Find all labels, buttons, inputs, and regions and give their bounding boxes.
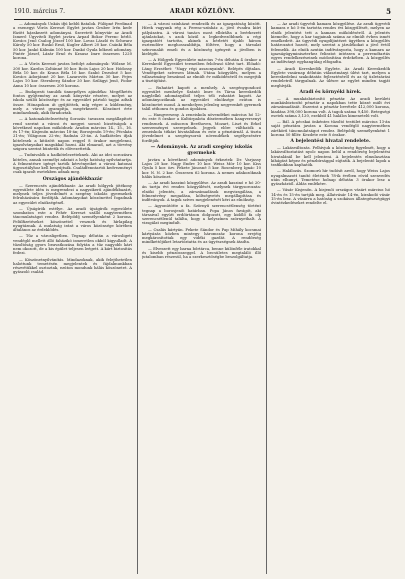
section-heading: Országos ajándékbazár (42, 176, 103, 182)
column-1 (13, 22, 132, 574)
news-article: — Tűz a városligetben. Tegnap délután a városligeti vendéglő mellett álló faházikó ismeretlen okból kigyulladt. A tűzoltóság gyors beavatkozása folytán a tűz nagyobb kárt nem okozott, de a kis épület teljesen leégett. A kárt biztosítás fedezi. (13, 233, 132, 256)
news-article: — Budapesti tanulók ünnepélyes ajándéka: Megélhetés fontos gyűjtemény az aradi könyvtár részére, melyet az iskola szülői közössége és az egyesület pártoló tagjai adtak össze. Hónapokon át gyűjtöttek, míg végre a küldemény, mely a várost gyarapítja, megérkezett. Köszönet érte mindazoknak, akik fáradoztak. (13, 88, 132, 115)
column-divider (137, 22, 138, 574)
news-article: — Hangverseny. A zeneiskola növendékei március hó 12-én este 8 órakor a Kultúrpalota dísztermében hangversenyt rendeznek. A műsoron Beethoven, Mozart, Liszt és Erkel szerzeményei szerepelnek. Jegyek előre válthatók a zeneiskola titkári hivatalában és este a pénztárnál. A tiszta jövedelmet a szegénysorsú növendékek segélyezésére fordítják. (142, 112, 261, 143)
news-article: — Az aradi kaszinó közgyűlése. Az aradi kaszinó e hó 20-án tartja évi rendes közgyűlését, melynek tárgysorozata: elnöki jelentés, a zárszámadások megvizsgálása, a felmentvény megadása, költségvetés megállapítása és indítványok. A tagok szíves megjelenését kéri az elnökség. (142, 180, 261, 202)
news-article: — Elveszett egy barna bőrtárca, benne különféle iratokkal és kisebb pénzösszeggel. A becsületes megtaláló illő jutalomban részesül, ha a szerkesztőségbe beszolgáltatja. (142, 245, 261, 259)
news-article: — Agyonütötte a fa. Szörnyű szerencsétlenség történt tegnap a borosjenői határban. Popa János favágót, aki társaival együtt erdőirtáson dolgozott, egy kidőlő fa oly szerencsétlenül találta, hogy a helyszínen szörnyethalt. A vizsgálat megindult. (142, 203, 261, 226)
news-article: — A katonakötelezettség Sorozás: tavaszra megállapított rend szerint a városi és megyei sorozó bizottságok a következő napokon működnek: Aradon március 14., 15., 16. és 17-én; Kisjenőn március 18-án; Borosjenőn 19-én; Pécskán 21-én; Világoson 22-én; Radnán 23-án. A hadköteles ifjak kötelesek a kitűzött napon reggel 8 órakor megjelenni, igazolványaikat magukkal hozni. Aki elmarad, azt a törvény szigora szerint büntetik és elővezettetik. (13, 116, 132, 151)
news-article: — Aradi Kereskedők Egylete. Az Aradi Kereskedők Egylete vasárnap délután választmányi ülést tart, melyen a kereskedelmi szakoktatás fejlesztéséről és az új üzletzárási rendeletről tárgyalnak. Az ülésre az egylet minden tagját meghívják. (271, 65, 390, 88)
column-divider (266, 22, 267, 574)
news-article: — A Hölgyek Egyesülete március 7-én délután 4 órakor a Kereskedő Egyesület termeiben felolvasó ülést tart. Előadó: Láng Erzsébet: "Nagy régi asszonyaink". Belépés díjtalan. Vendégeket szívesen látnak. Utána közgyűlés, melyen a választmány beszámol az elmúlt év működéséről és megejtik a tisztújítást. (142, 57, 261, 84)
header-title: ARADI KÖZLÖNY. (169, 8, 236, 15)
news-article: — Ruhatárt kapott a menhely. A szegénygondozó egyesület menhelye Szántó Imre és Társa kereskedők nagylelkű adományából teljes téli ruhatárt kapott. Az adományozóknak az egyesület elnöksége ezúton is köszönetet mond. A menhelyen jelenleg negyvenkét gyermek talál otthonra és gondos ápolásra. (142, 84, 261, 111)
news-article: — Halálozás. Szomorú hír tudósít arról, hogy Weiss Lajos nyugalmazott tanító életének 78-ik évében rövid szenvedés után elhunyt. Temetése holnap délután 3 órakor lesz a gyászháztól. Áldás emlékére. (271, 168, 390, 186)
news-article: — A Vörös Kereszt javára befolyt adományok: Wölzne M. 200 kor. Kardos Zoltánné 50 kor. Boós Lajos 20 kor. Hódossy Béla 10 kor. dr. Kraus Béla 10 kor. Szabó Dezsőné 5 kor. Kovács Adorjánné 20 kor. Lazarovits Márton 30 kor. Fejes Lajos 10 kor. Sternberg Sándor 20 kor. Szilágyi Jenő, Fodor Anna 10 kor. összesen 200 korona. (13, 61, 132, 88)
section-heading: A bejelentési hivatal rendelete. (290, 139, 371, 144)
column-2 (142, 22, 261, 574)
page-header (14, 7, 391, 20)
news-article: — Újságírók estélye. Az aradi újságírók egyesülete szombaton este a Fehér Kereszt szálló nagytermében táncmulatságot rendez. Belépődíj személyenként 2 korona. Felülfizetéseket köszönettel vesznek és hírlapilag nyugtáznak. A mulatság iránt a város közönsége körében általános az érdeklődés. (13, 205, 132, 232)
page-number: 5 (386, 7, 391, 16)
column-3 (271, 22, 390, 574)
news-article: — Lakásváltozás. Felhívjuk a közönség figyelmét, hogy a lakásváltoztatást nyolc napon belül a rendőrség bejelentési hivatalánál be kell jelenteni. A bejelentés elmulasztása kihágást képez és pénzbírsággal sújtatik. A bejelentő lapok a trafikokban kaphatók. (271, 145, 390, 167)
news-article: — Az aradi ügyvédi kamara közgyűlése. Az aradi ügyvédi kamara e hó 5-én tartotta rendes évi közgyűlését, melyen az elnök jelentést tett a kamara működéséről. A jelentés kiemelte, hogy a kar tagjainak száma az elmúlt évben ismét emelkedett. Az ügyvédi nyugdíjintézet ügyében a közgyűlés határozatot hozott, mely szerint a járulékokat a jövő évtől felemelik. Az elnök azután indítványozta, hogy a kamara az igazságügyminiszterhez feliratot intézzen a perrendtartás egyes rendelkezéseinek módosítása érdekében. A közgyűlés az indítványt egyhangúlag elfogadta. (271, 22, 390, 65)
news-article: — Adományok Ünkás ifjú keblű fiatalok. Fülöpné Ferdinad a esenegyi Vörös Kereszt Egylet javára Gruber Irén kedv fűzött hárakezett adományai. Szeretett könyvtár az Aradi Ismerő Ügyviteli Egylet javára Arpad Bokor Ferenc bérlő. Kovács Jenő Csalog József 100 kor. Lovas László és Schwarz Károly 50 kor. Ruskó Ernő, Kugler Albert 20 kor. Csánki Béla 50 kor. Jankó Kálmán 100 kor. Dankó Gyula bőkezű adomány. Pintér József, Lázár Ernő és Krausz Imre összesen 1220 korona. (13, 22, 132, 60)
news-article: — Tudnivalók a hadkötelezetteknek. Aki az idei sorozásra köteles, annak személyi adatait a helyi hatóság nyilvántartja. A felmentésre igényt tartók kérvényeiket a városi katonai ügyosztályhoz kell benyújtsák. Családfenntartói kedvezményt csak igazolt esetekben adnak meg. (13, 152, 132, 175)
section-heading: Aradi és környéki hírek. (299, 89, 362, 95)
news-article: — Köszönetnyilvánítás. Mindazoknak, akik felejthetetlen halottunk temetésén megjelentek és fájdalmunkban részvétükkel osztoztak, ezúton mondunk hálás köszönetet. A gyászoló család. (13, 256, 132, 275)
news-article: — A munkásbiztosító pénztár. Az aradi kerületi munkásbiztosító pénztár a napokban tette közzé múlt évi zárszámadását. Eszerint a pénztár bevétele 412,000 korona, kiadása 398,000 korona volt. A tagok száma 9,450. Betegségi esetek száma 3,120, ezekből 41 halálos kimenetelű volt. (271, 95, 390, 118)
news-article: — Vásár Kisjenőn. A kisjenői országos vásárt március hó 14-én és 15-én tartják meg. Állatvásár 14-én, kirakodó vásár 15-én lesz. A vásárra a hatóság a szokásos állategészségügyi óvintézkedéseket rendelte el. (271, 187, 390, 205)
news-article: — A városi szinházat rendezők és az igazgatóság között. Hírek vagyunk rég a Ferenc-színház a, jövő évadra kiírt pályázatra. A városi tanács most elbírálta a beérkezett ajánlatokat, s azok közül a legkedvezőbbnek a régi igazgatóét tartotta, akinek a bérletét újabb három esztendőre meghosszabbítja, föltéve, hogy a társulat színvonalát emeli és a közönség igényeit a jövőben is kielégíti. (142, 22, 261, 56)
news-article: — Bál. A pécskai önkéntes tűzoltó testület március 13-án saját pénztára javára a Korona vendéglő nagytermében zártkörű táncmulatságot rendez. Belépődíj személyenként 1 korona 50 fillér. Kezdete este 8 órakor. (271, 119, 390, 137)
header-date: 1910. március 7. (14, 8, 66, 15)
news-article: javára a következő adományok érkeztek: Dr. Varjassy Lajos 20 kor. Nagy Endre 10 kor. Weisz Mór 10 kor. Kiss Gyula 5 kor. özv. Fekete Jánosné 5 kor. Rosenberg Ignác 10 kor. N. N. 2 kor. Összesen 62 korona. A nemes adakozóknak hálás köszönet. (142, 156, 261, 179)
news-article: — Szerencsés ajándékbazár. Az aradi hölgyek jótékony egyesülete idén is megrendezi a nagysikerű ajándékbazárt, melynek teljes jövedelmét a szegény iskolás gyermekek felruházására fordítják. Adományokat köszönettel fogadnak az egyesület elnökségénél. (13, 182, 132, 205)
news-article: — Csalás kártyán. Fekete Sándor és Pap Mihály kocsmai kártyázás közben mintegy háromszáz korona erejéig megkárosítottak egy vidéki gazdát. A rendőrség mindkettőjüket letartóztatta és az ügyészségnek átadta. (142, 226, 261, 245)
section-heading: — Adományok. Az aradi szegény iskolás gyermekek (150, 144, 253, 156)
